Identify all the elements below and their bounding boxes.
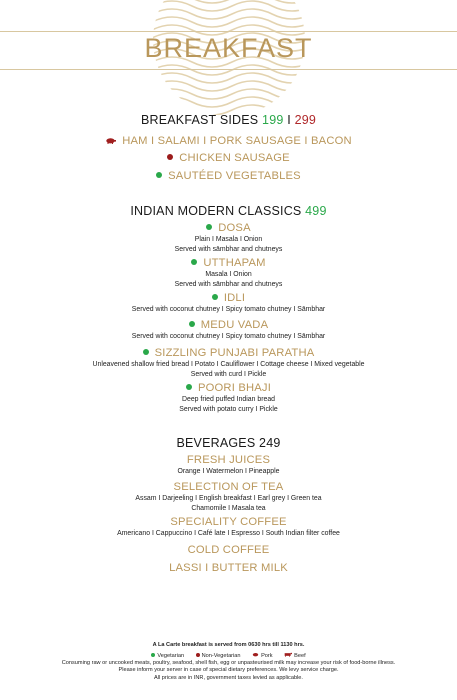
pork-icon	[105, 137, 116, 144]
menu-item-label: HAM I SALAMI I PORK SAUSAGE I BACON	[122, 135, 352, 147]
legend-pork: Pork	[261, 653, 273, 659]
menu-item-label: SAUTÉED VEGETABLES	[168, 170, 301, 182]
menu-item: FRESH JUICES	[186, 454, 271, 466]
menu-item	[0, 222, 457, 234]
description-line: Served with potato curry I Pickle	[179, 405, 278, 413]
description-line: Served with coconut chutney I Spicy tomato chutney I Sāmbhar	[131, 306, 326, 313]
non-veg-dot-icon	[167, 154, 173, 160]
menu-item-label: SIZZLING PUNJABI PARATHA	[154, 347, 315, 359]
description-line: Served with sāmbhar and chutneys	[174, 245, 283, 253]
veg-dot-icon	[156, 172, 162, 178]
menu-item	[0, 257, 457, 269]
header-rule-bottom	[0, 69, 457, 70]
menu-item-description	[0, 467, 457, 477]
pork-icon	[252, 652, 259, 657]
menu-item-label: DOSA	[218, 222, 251, 234]
description-line: Assam I Darjeeling I English breakfast I Earl grey I Green tea	[135, 495, 322, 502]
description-line: Americano I Cappuccino I Café late I Espresso I South Indian filter coffee	[117, 530, 340, 537]
menu-item-label: MEDU VADA	[200, 319, 269, 331]
legend-beef: Beef	[294, 653, 306, 659]
sides-price-separator: I	[287, 113, 291, 127]
veg-dot-icon	[212, 294, 218, 300]
menu-item-description	[0, 395, 457, 414]
menu-item	[0, 170, 457, 182]
menu-item-description	[0, 332, 457, 342]
menu-item	[0, 382, 457, 394]
menu-item-label: POORI BHAJI	[197, 382, 272, 394]
menu-item	[0, 292, 457, 304]
description-line: Masala I Onion	[205, 271, 252, 278]
disclaimer	[0, 660, 457, 682]
section-heading-beverages: BEVERAGES 249	[176, 436, 281, 450]
service-note-text: A La Carte breakfast is served from 0630 hrs till 1130 hrs.	[152, 642, 305, 648]
menu-item-label: UTTHAPAM	[203, 257, 266, 269]
veg-dot-icon	[206, 224, 212, 230]
disclaimer-line: Consuming raw or uncooked meats, poultry, seafood, shell fish, egg or unpasteurised milk may increase your risk of food-borne illness.	[61, 660, 396, 666]
menu-item-description	[0, 270, 457, 289]
veg-dot-icon	[189, 321, 195, 327]
beef-icon	[284, 652, 292, 657]
indian-heading: INDIAN MODERN CLASSICS	[130, 204, 302, 218]
non-veg-dot-icon	[196, 653, 200, 657]
menu-item	[0, 152, 457, 164]
header-rule-top	[0, 31, 457, 32]
menu-item: SELECTION OF TEA	[173, 481, 284, 493]
menu-item-description	[0, 305, 457, 315]
indian-price: 499	[305, 204, 327, 218]
diet-legend	[0, 652, 457, 659]
menu-item-label: CHICKEN SAUSAGE	[179, 152, 290, 164]
sides-heading: BREAKFAST SIDES	[140, 113, 259, 127]
description-line: Served with coconut chutney I Spicy tomato chutney I Sāmbhar	[131, 333, 326, 340]
menu-item-description	[0, 529, 457, 539]
legend-nonveg: Non-Vegetarian	[201, 653, 241, 659]
description-line: Plain I Masala I Onion	[194, 236, 263, 243]
menu-item	[0, 319, 457, 331]
description-line: Served with sāmbhar and chutneys	[174, 280, 283, 288]
disclaimer-line: All prices are in INR, government taxes levied as applicable.	[154, 674, 303, 681]
menu-item: COLD COFFEE	[187, 544, 270, 556]
menu-item: SPECIALITY COFFEE	[170, 516, 287, 528]
description-line: Unleavened shallow fried bread I Potato I Cauliflower I Cottage cheese I Mixed vegetable	[92, 361, 365, 368]
veg-dot-icon	[151, 653, 155, 657]
sides-price-veg: 199	[262, 113, 284, 127]
description-line: Served with curd I Pickle	[190, 370, 267, 378]
section-heading-sides	[0, 113, 457, 127]
legend-veg: Vegetarian	[157, 653, 185, 659]
menu-item: LASSI I BUTTER MILK	[169, 562, 288, 574]
page-title: BREAKFAST	[144, 33, 313, 63]
description-line: Deep fried puffed Indian bread	[182, 396, 275, 403]
description-line: Chamomile I Masala tea	[191, 504, 266, 512]
service-hours-note	[0, 642, 457, 649]
menu-item-label: IDLI	[223, 292, 246, 304]
section-heading-indian	[0, 204, 457, 218]
menu-item	[0, 135, 457, 147]
sides-price-nonveg: 299	[294, 113, 317, 127]
menu-item-description	[0, 235, 457, 254]
menu-item	[0, 347, 457, 359]
description-line: Orange I Watermelon I Pineapple	[177, 468, 280, 475]
veg-dot-icon	[186, 384, 192, 390]
disclaimer-line: Please inform your server in case of special dietary preferences. We levy service charge.	[118, 667, 339, 674]
veg-dot-icon	[191, 259, 197, 265]
menu-item-description	[0, 360, 457, 379]
veg-dot-icon	[143, 349, 149, 355]
menu-item-description	[0, 494, 457, 513]
